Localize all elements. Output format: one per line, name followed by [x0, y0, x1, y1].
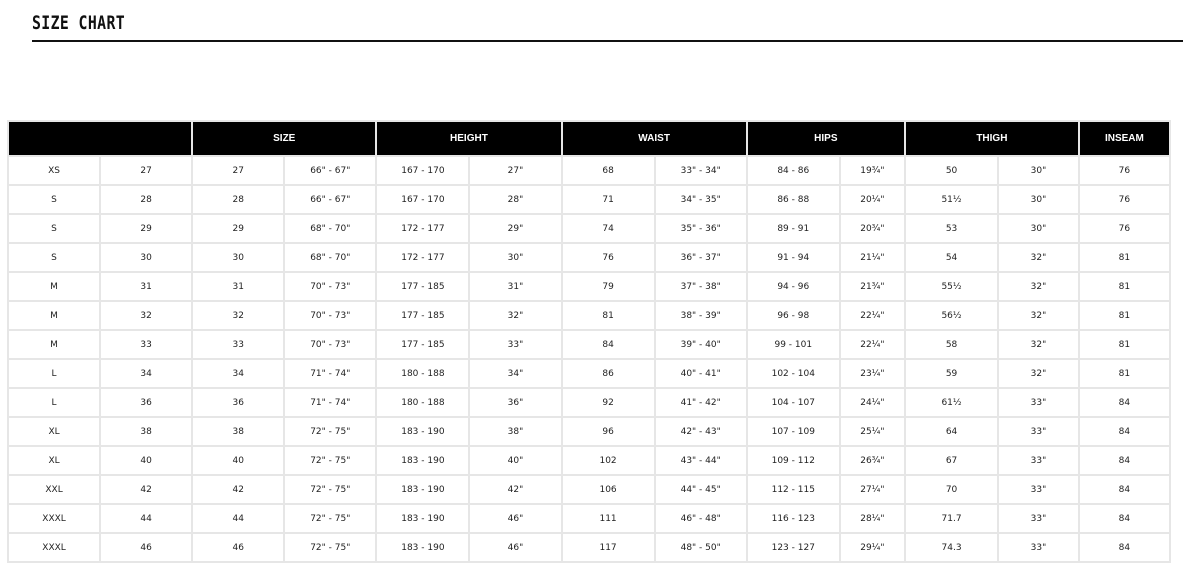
table-cell: 76: [1080, 215, 1169, 242]
table-cell: 72" - 75": [285, 534, 375, 561]
table-cell: 107 - 109: [748, 418, 839, 445]
table-cell: 32: [101, 302, 191, 329]
header-hips: HIPS: [748, 122, 904, 155]
table-cell: XL: [9, 418, 99, 445]
table-cell: 27: [101, 157, 191, 184]
table-cell: 28": [470, 186, 560, 213]
table-cell: 31: [193, 273, 283, 300]
table-cell: 64: [906, 418, 997, 445]
table-cell: 35" - 36": [656, 215, 746, 242]
table-cell: 32: [193, 302, 283, 329]
table-cell: 46: [193, 534, 283, 561]
table-cell: 36" - 37": [656, 244, 746, 271]
table-cell: 58: [906, 331, 997, 358]
table-cell: 70" - 73": [285, 302, 375, 329]
table-cell: 167 - 170: [377, 186, 468, 213]
table-cell: 84 - 86: [748, 157, 839, 184]
table-cell: S: [9, 215, 99, 242]
table-cell: 84: [563, 331, 654, 358]
table-cell: 84: [1080, 447, 1169, 474]
table-cell: 177 - 185: [377, 273, 468, 300]
table-cell: 46": [470, 505, 560, 532]
table-cell: 33": [999, 476, 1078, 503]
table-row: [9, 476, 1169, 503]
table-cell: 177 - 185: [377, 331, 468, 358]
table-cell: 167 - 170: [377, 157, 468, 184]
header-height: HEIGHT: [377, 122, 560, 155]
table-cell: 71" - 74": [285, 389, 375, 416]
table-cell: 61½: [906, 389, 997, 416]
table-cell: 32": [999, 302, 1078, 329]
table-cell: 183 - 190: [377, 447, 468, 474]
table-cell: 29: [193, 215, 283, 242]
table-cell: S: [9, 186, 99, 213]
table-cell: 30": [470, 244, 560, 271]
table-cell: 38: [101, 418, 191, 445]
table-cell: 81: [1080, 302, 1169, 329]
table-cell: 33": [999, 418, 1078, 445]
table-row: [9, 505, 1169, 532]
table-cell: 96 - 98: [748, 302, 839, 329]
header-size: SIZE: [193, 122, 375, 155]
table-cell: 81: [1080, 244, 1169, 271]
table-cell: 46" - 48": [656, 505, 746, 532]
table-cell: 84: [1080, 505, 1169, 532]
table-cell: 71.7: [906, 505, 997, 532]
table-cell: 32": [999, 331, 1078, 358]
table-cell: 76: [563, 244, 654, 271]
table-cell: 56½: [906, 302, 997, 329]
table-cell: 81: [1080, 331, 1169, 358]
table-cell: 36: [193, 389, 283, 416]
table-cell: 68" - 70": [285, 215, 375, 242]
table-row: [9, 389, 1169, 416]
table-cell: 123 - 127: [748, 534, 839, 561]
table-cell: 41" - 42": [656, 389, 746, 416]
table-cell: 42: [193, 476, 283, 503]
table-cell: 33" - 34": [656, 157, 746, 184]
table-cell: 70: [906, 476, 997, 503]
table-cell: 44: [193, 505, 283, 532]
table-cell: 48" - 50": [656, 534, 746, 561]
table-cell: 86: [563, 360, 654, 387]
table-cell: 70" - 73": [285, 273, 375, 300]
table-cell: 180 - 188: [377, 389, 468, 416]
table-cell: 74: [563, 215, 654, 242]
table-cell: 183 - 190: [377, 505, 468, 532]
table-cell: 71: [563, 186, 654, 213]
table-cell: 180 - 188: [377, 360, 468, 387]
header-blank: [9, 122, 191, 155]
table-cell: 91 - 94: [748, 244, 839, 271]
table-cell: 39" - 40": [656, 331, 746, 358]
table-cell: 183 - 190: [377, 418, 468, 445]
table-cell: 99 - 101: [748, 331, 839, 358]
table-cell: 66" - 67": [285, 186, 375, 213]
table-row: [9, 360, 1169, 387]
table-cell: 81: [563, 302, 654, 329]
table-cell: 34: [193, 360, 283, 387]
table-cell: 74.3: [906, 534, 997, 561]
table-cell: 33: [101, 331, 191, 358]
table-cell: 42: [101, 476, 191, 503]
table-cell: 68: [563, 157, 654, 184]
table-cell: 36": [470, 389, 560, 416]
table-cell: 67: [906, 447, 997, 474]
table-cell: 106: [563, 476, 654, 503]
table-cell: 36: [101, 389, 191, 416]
table-cell: 76: [1080, 186, 1169, 213]
table-cell: 84: [1080, 418, 1169, 445]
table-cell: 72" - 75": [285, 447, 375, 474]
table-cell: 68" - 70": [285, 244, 375, 271]
table-cell: 21¼": [841, 244, 904, 271]
table-cell: 86 - 88: [748, 186, 839, 213]
table-cell: 40" - 41": [656, 360, 746, 387]
table-cell: 84: [1080, 389, 1169, 416]
table-cell: L: [9, 389, 99, 416]
table-cell: 28: [101, 186, 191, 213]
table-cell: 29: [101, 215, 191, 242]
table-cell: 54: [906, 244, 997, 271]
table-row: [9, 447, 1169, 474]
table-cell: 29": [470, 215, 560, 242]
table-cell: 34: [101, 360, 191, 387]
table-cell: 31: [101, 273, 191, 300]
table-cell: M: [9, 331, 99, 358]
table-row: [9, 157, 1169, 184]
table-cell: 76: [1080, 157, 1169, 184]
table-cell: 28¼": [841, 505, 904, 532]
table-cell: 23¼": [841, 360, 904, 387]
table-cell: 21¾": [841, 273, 904, 300]
table-cell: 27¼": [841, 476, 904, 503]
table-cell: 66" - 67": [285, 157, 375, 184]
table-cell: 104 - 107: [748, 389, 839, 416]
table-cell: 81: [1080, 273, 1169, 300]
table-cell: M: [9, 302, 99, 329]
table-cell: 34" - 35": [656, 186, 746, 213]
table-cell: 27: [193, 157, 283, 184]
table-cell: 38": [470, 418, 560, 445]
table-cell: 33": [999, 505, 1078, 532]
table-cell: M: [9, 273, 99, 300]
table-row: [9, 418, 1169, 445]
table-cell: 40: [193, 447, 283, 474]
page-title: SIZE CHART: [32, 12, 126, 34]
table-cell: 42" - 43": [656, 418, 746, 445]
table-cell: 183 - 190: [377, 534, 468, 561]
table-cell: 31": [470, 273, 560, 300]
table-cell: 29¼": [841, 534, 904, 561]
table-cell: 172 - 177: [377, 215, 468, 242]
table-cell: 84: [1080, 534, 1169, 561]
table-cell: 109 - 112: [748, 447, 839, 474]
table-cell: 42": [470, 476, 560, 503]
table-cell: S: [9, 244, 99, 271]
table-cell: 72" - 75": [285, 476, 375, 503]
table-cell: 28: [193, 186, 283, 213]
table-cell: 33: [193, 331, 283, 358]
table-cell: 30": [999, 215, 1078, 242]
table-cell: 59: [906, 360, 997, 387]
table-cell: 25¼": [841, 418, 904, 445]
table-row: [9, 302, 1169, 329]
table-cell: XL: [9, 447, 99, 474]
table-cell: 34": [470, 360, 560, 387]
table-row: [9, 186, 1169, 213]
table-cell: XXXL: [9, 534, 99, 561]
table-cell: 26¾": [841, 447, 904, 474]
table-cell: 53: [906, 215, 997, 242]
table-cell: XS: [9, 157, 99, 184]
table-cell: 27": [470, 157, 560, 184]
table-cell: 22¼": [841, 302, 904, 329]
table-cell: 37" - 38": [656, 273, 746, 300]
table-cell: 30: [101, 244, 191, 271]
table-cell: 22¼": [841, 331, 904, 358]
table-cell: 33": [999, 447, 1078, 474]
table-cell: 84: [1080, 476, 1169, 503]
table-cell: 177 - 185: [377, 302, 468, 329]
table-cell: 72" - 75": [285, 505, 375, 532]
header-waist: WAIST: [563, 122, 746, 155]
table-cell: 183 - 190: [377, 476, 468, 503]
table-row: [9, 244, 1169, 271]
title-divider: [32, 40, 1183, 42]
table-cell: 112 - 115: [748, 476, 839, 503]
table-cell: 117: [563, 534, 654, 561]
table-cell: 44: [101, 505, 191, 532]
table-cell: 89 - 91: [748, 215, 839, 242]
table-cell: 94 - 96: [748, 273, 839, 300]
table-cell: 20¾": [841, 215, 904, 242]
table-cell: 33": [999, 389, 1078, 416]
table-cell: 32": [999, 244, 1078, 271]
table-cell: 30": [999, 186, 1078, 213]
table-cell: 116 - 123: [748, 505, 839, 532]
table-cell: 33": [999, 534, 1078, 561]
table-cell: 51½: [906, 186, 997, 213]
table-cell: 33": [470, 331, 560, 358]
table-cell: 72" - 75": [285, 418, 375, 445]
table-cell: 50: [906, 157, 997, 184]
table-cell: 81: [1080, 360, 1169, 387]
table-cell: 30": [999, 157, 1078, 184]
table-cell: 30: [193, 244, 283, 271]
table-cell: 79: [563, 273, 654, 300]
table-cell: 19¾": [841, 157, 904, 184]
size-chart-table: [7, 120, 1171, 563]
table-cell: 38" - 39": [656, 302, 746, 329]
table-cell: 92: [563, 389, 654, 416]
table-row: [9, 273, 1169, 300]
table-cell: 38: [193, 418, 283, 445]
table-cell: 46: [101, 534, 191, 561]
table-cell: 71" - 74": [285, 360, 375, 387]
header-thigh: THIGH: [906, 122, 1078, 155]
table-cell: 32": [470, 302, 560, 329]
table-cell: 32": [999, 360, 1078, 387]
table-cell: 55½: [906, 273, 997, 300]
header-inseam: INSEAM: [1080, 122, 1169, 155]
table-row: [9, 331, 1169, 358]
table-row: [9, 534, 1169, 561]
table-cell: 32": [999, 273, 1078, 300]
table-cell: 70" - 73": [285, 331, 375, 358]
table-cell: 111: [563, 505, 654, 532]
table-cell: 40": [470, 447, 560, 474]
table-cell: 43" - 44": [656, 447, 746, 474]
table-row: [9, 215, 1169, 242]
table-cell: XXL: [9, 476, 99, 503]
table-cell: 102: [563, 447, 654, 474]
table-cell: 102 - 104: [748, 360, 839, 387]
table-cell: 172 - 177: [377, 244, 468, 271]
table-cell: 20¼": [841, 186, 904, 213]
table-cell: 24¼": [841, 389, 904, 416]
table-cell: 96: [563, 418, 654, 445]
table-cell: 44" - 45": [656, 476, 746, 503]
header-row: [9, 122, 1169, 155]
table-cell: XXXL: [9, 505, 99, 532]
table-cell: 46": [470, 534, 560, 561]
table-cell: L: [9, 360, 99, 387]
table-cell: 40: [101, 447, 191, 474]
